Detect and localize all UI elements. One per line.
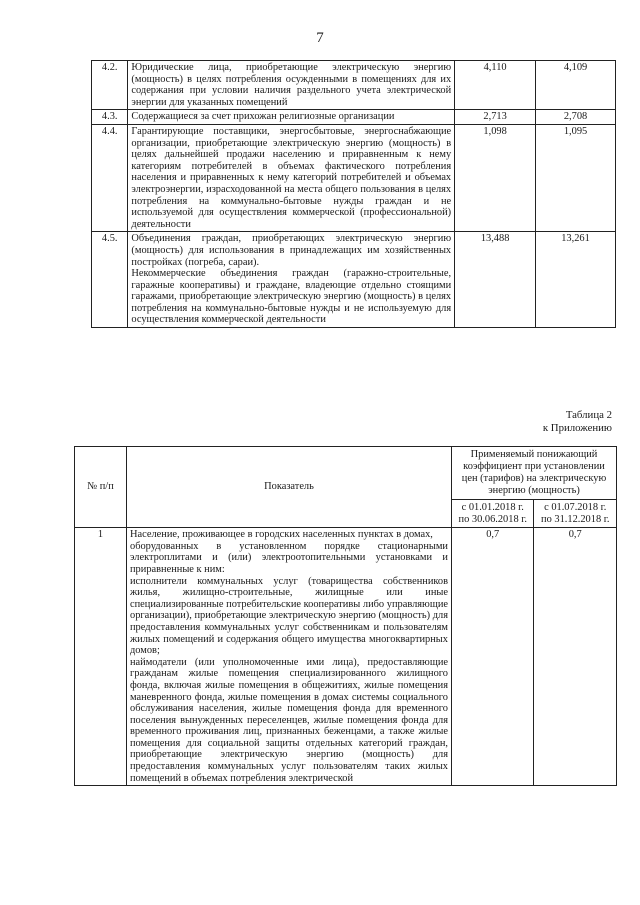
- value-period-1: 13,488: [455, 232, 536, 328]
- value-period-1: 1,098: [455, 124, 536, 231]
- header-coefficient: Применяемый понижающий коэффициент при установлении цен (тарифов) на электрическую энергию (мощность): [452, 447, 617, 500]
- row-number: 1: [75, 528, 127, 786]
- description-paragraph: исполнители коммунальных услуг (товарищества собственников жилья, жилищно-строительные, жилищные или иные специализированные потребительские кооперативы либо управляющие организации), приобретающие электрическую энергию (мощность) для предоставления коммунальных услуг собственникам и пользователям жилых помещений и содержания общего имущества многоквартирных домов;: [130, 575, 448, 657]
- header-period-2: с 01.07.2018 г. по 31.12.2018 г.: [534, 500, 617, 528]
- value-period-2: 2,708: [536, 110, 616, 125]
- table-row: [92, 110, 616, 125]
- row-description: [128, 232, 455, 328]
- value-period-2: 0,7: [534, 528, 617, 786]
- description-paragraph: наймодатели (или уполномоченные ими лица), предоставляющие гражданам жилые помещения специализированного жилищного фонда, включая жилые помещения в общежитиях, жилые помещения маневренного фонда, жилые помещения в домах системы социального обслуживания населения, жилые помещения фонда для временного поселения вынужденных переселенцев, жилые помещения фонда для временного проживания лиц, признанных беженцами, а также жилые помещения для социальной защиты отдельных категорий граждан, приобретающие электрическую энергию (мощность) для предоставления коммунальных услуг пользователям таких жилых помещений в объемах потребления электрической: [130, 656, 448, 784]
- value-period-2: 1,095: [536, 124, 616, 231]
- row-description: [128, 61, 455, 110]
- description-paragraph: Некоммерческие объединения граждан (гаражно-строительные, гаражные кооперативы) и граждане, владеющие отдельно стоящими гаражами, приобретающие электрическую энергию (мощность) в целях потребления на коммунально-бытовые нужды и не используемую для осуществления коммерческой деятельности: [131, 268, 452, 326]
- page-number: 7: [316, 30, 324, 46]
- table-row: [92, 124, 616, 231]
- description-paragraph: Гарантирующие поставщики, энергосбытовые, энергоснабжающие организации, приобретающие электрическую энергию (мощность) в целях дальнейшей продажи населению и приравненным к нему категориям потребителей в объемах фактического потребления населения и приравненных к нему категорий потребителей и объемах электроэнергии, израсходованной на места общего пользования в целях потребления на коммунально-бытовые нужды граждан и не используемой для осуществления коммерческой (профессиональной) деятельности: [131, 125, 452, 230]
- header-indicator: Показатель: [127, 447, 452, 528]
- description-paragraph: Объединения граждан, приобретающих электрическую энергию (мощность) для использования в принадлежащих им хозяйственных постройках (погреба, сараи).: [131, 233, 452, 268]
- table-caption-subtitle: к Приложению: [542, 422, 612, 434]
- row-description: [128, 124, 455, 231]
- table-caption: [543, 409, 612, 435]
- description-paragraph: Население, проживающее в городских населенных пунктах в домах,: [130, 529, 433, 541]
- value-period-1: 2,713: [455, 110, 536, 125]
- header-row: [75, 447, 617, 500]
- value-period-1: 0,7: [452, 528, 534, 786]
- table-caption-title: Таблица 2: [565, 409, 612, 421]
- header-number: № п/п: [75, 447, 127, 528]
- description-paragraph: оборудованных в установленном порядке стационарными электроплитами и (или) электроотопительными установками и приравненные к ним:: [130, 540, 448, 575]
- table-row: [92, 61, 616, 110]
- row-number: 4.3.: [92, 110, 128, 125]
- header-period-1: с 01.01.2018 г. по 30.06.2018 г.: [452, 500, 534, 528]
- table-row: [75, 528, 617, 786]
- tariff-table-continued: [91, 60, 616, 328]
- value-period-2: 4,109: [536, 61, 616, 110]
- description-paragraph: Содержащиеся за счет прихожан религиозные организации: [131, 111, 395, 123]
- row-number: 4.4.: [92, 124, 128, 231]
- value-period-1: 4,110: [455, 61, 536, 110]
- table-row: [92, 232, 616, 328]
- value-period-2: 13,261: [536, 232, 616, 328]
- row-description: [127, 528, 452, 786]
- row-description: [128, 110, 455, 125]
- description-paragraph: Юридические лица, приобретающие электрическую энергию (мощность) в целях потребления осужденными в помещениях для их содержания при условии наличия раздельного учета электрической энергии для указанных помещений: [131, 62, 452, 108]
- row-number: 4.2.: [92, 61, 128, 110]
- coefficient-table: [74, 446, 617, 786]
- row-number: 4.5.: [92, 232, 128, 328]
